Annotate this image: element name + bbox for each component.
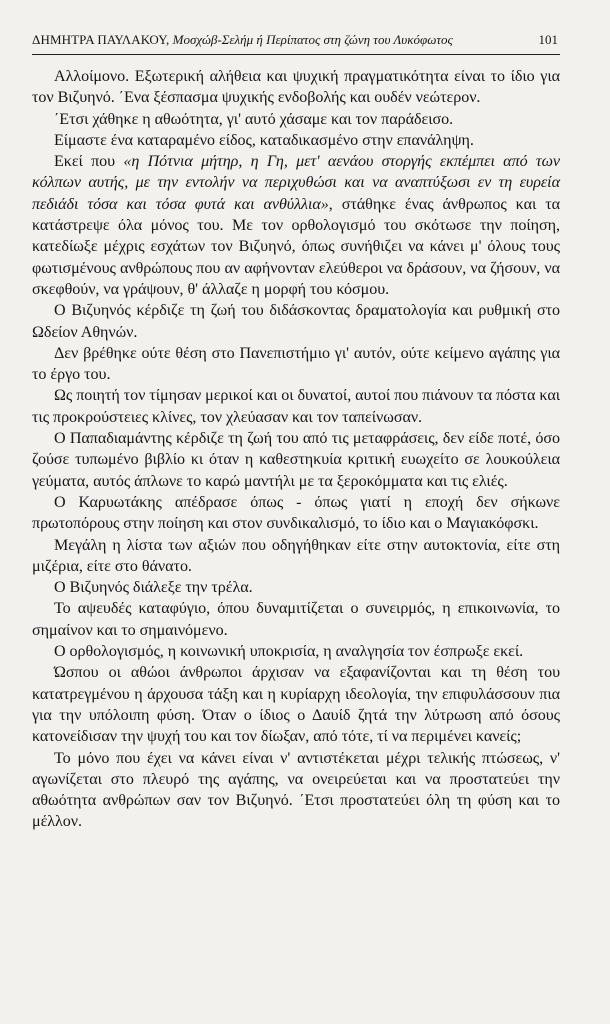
paragraph: Μεγάλη η λίστα των αξιών που οδηγήθηκαν είτε στην αυτοκτονία, είτε στη μιζέρια, είτε στο θάνατο. — [32, 536, 560, 575]
paragraph: Το αψευδές καταφύγιο, όπου δυναμιτίζεται ο συνειρμός, η επικοινωνία, το σημαίνον και το σημαινόμενο. — [32, 600, 560, 639]
quotation: «η Πότνια μήτηρ, η Γη, μετ' αενάου στοργής εκπέμπει από των κόλπων αυτής, με την εντολήν να περιχυθώσι και να αναπτύξωσι εν τη ευρεία πεδιάδι τόσα και τόσα φυτά και ανθύλλια» — [32, 153, 560, 213]
paragraph: Ο ορθολογισμός, η κοινωνική υποκρισία, η αναλγησία τον έσπρωξε εκεί. — [54, 643, 524, 661]
paragraph-lead: Εκεί που — [54, 153, 124, 171]
paragraph: Δεν βρέθηκε ούτε θέση στο Πανεπιστήμιο γι' αυτόν, ούτε κείμενο αγάπης για το έργο του. — [32, 344, 560, 384]
running-header — [32, 30, 560, 55]
paragraph: Ως ποιητή τον τίμησαν μερικοί και οι δυνατοί, αυτοί που πιάνουν τα πόστα και τις προκρούστειες κλίνες, τον χλεύασαν και τον ταπείνωσαν. — [32, 387, 560, 426]
paragraph-continuation: , στάθηκε ένας άνθρωπος και τα κατάστρεψε όλα μόνος του. Με τον ορθολογισμό του σκότωσε την ποίηση, κατεδίωξε μέχρις εσχάτων τον Βιζυηνό, όπως συνήθιζει να κάνει μ' όλους τους φωτισμένους ανθρώπους που αν αφήνονταν ελεύθεροι να δράσουν, να ζήσουν, να σκεφθούν, να γράψουν, θ' άλλαζε η μορφή του κόσμου. — [32, 195, 561, 298]
paragraph: Είμαστε ένα καταραμένο είδος, καταδικασμένο στην επανάληψη. — [54, 131, 474, 149]
paragraph: ΄Ετσι χάθηκε η αθωότητα, γι' αυτό χάσαμε και τον παράδεισο. — [54, 110, 454, 128]
paragraph: Αλλοίμονο. Εξωτερική αλήθεια και ψυχική πραγματικότητα είναι το ίδιο για τον Βιζυηνό. ΄Ενα ξέσπασμα ψυχικής ενδοβολής και ουδέν νεώτερον. — [32, 68, 560, 107]
paragraph: Ο Καρυωτάκης απέδρασε όπως - όπως γιατί η εποχή δεν σήκωνε πρωτοπόρους στην ποίηση και στον συνδικαλισμό, το ίδιο και ο Μαγιακόφσκι. — [32, 493, 560, 533]
paragraph: Ο Παπαδιαμάντης κέρδιζε τη ζωή του από τις μεταφράσεις, δεν είδε ποτέ, όσο ζούσε τυπωμένο βιβλίο κι όταν η καθεστηκυία κριτική ευωχείτο σε λουκούλεια γεύματα, αυτός άπλωνε το καρώ μαντήλι με τα ξεροκόμματα και τις ελιές. — [32, 430, 560, 490]
body-text — [32, 66, 560, 833]
paragraph: Ο Βιζυηνός κέρδιζε τη ζωή του διδάσκοντας δραματολογία και ρυθμική στο Ωδείον Αθηνών. — [32, 302, 560, 341]
header-author: ΔΗΜΗΤΡΑ ΠΑΥΛΑΚΟΥ, — [32, 32, 170, 47]
paragraph: Ο Βιζυηνός διάλεξε την τρέλα. — [54, 579, 253, 597]
paragraph: Ώσπου οι αθώοι άνθρωποι άρχισαν να εξαφανίζονται και τη θέση του κατατρεγμένου η άρχουσα τάξη και η κυρίαρχη ιδεολογία, την επιφυλάσσουν πια για την υπόλοιπη φύση. Όταν ο ίδιος ο Δαυίδ ζητά την λύτρωση από όσους κατονείδισαν την ψυχή του και τον δίωξαν, από τότε, τί να περιμένει κανείς; — [32, 664, 560, 746]
paragraph-with-quote — [32, 151, 560, 300]
header-book-title: Μοσχώβ-Σελήμ ή Περίπατος στη ζώνη του Λυκόφωτος — [169, 32, 453, 47]
paragraph: Το μόνο που έχει να κάνει είναι ν' αντιστέκεται μέχρι τελικής πτώσεως, ν' αγωνίζεται στο πλευρό της αγάπης, να ονειρεύεται και να προστατεύει την αθωότητα ανθρώπων σαν τον Βιζυηνό. ΄Ετσι προστατεύει όλη τη φύση και το μέλλον. — [32, 749, 560, 831]
page-number: 101 — [538, 32, 558, 47]
